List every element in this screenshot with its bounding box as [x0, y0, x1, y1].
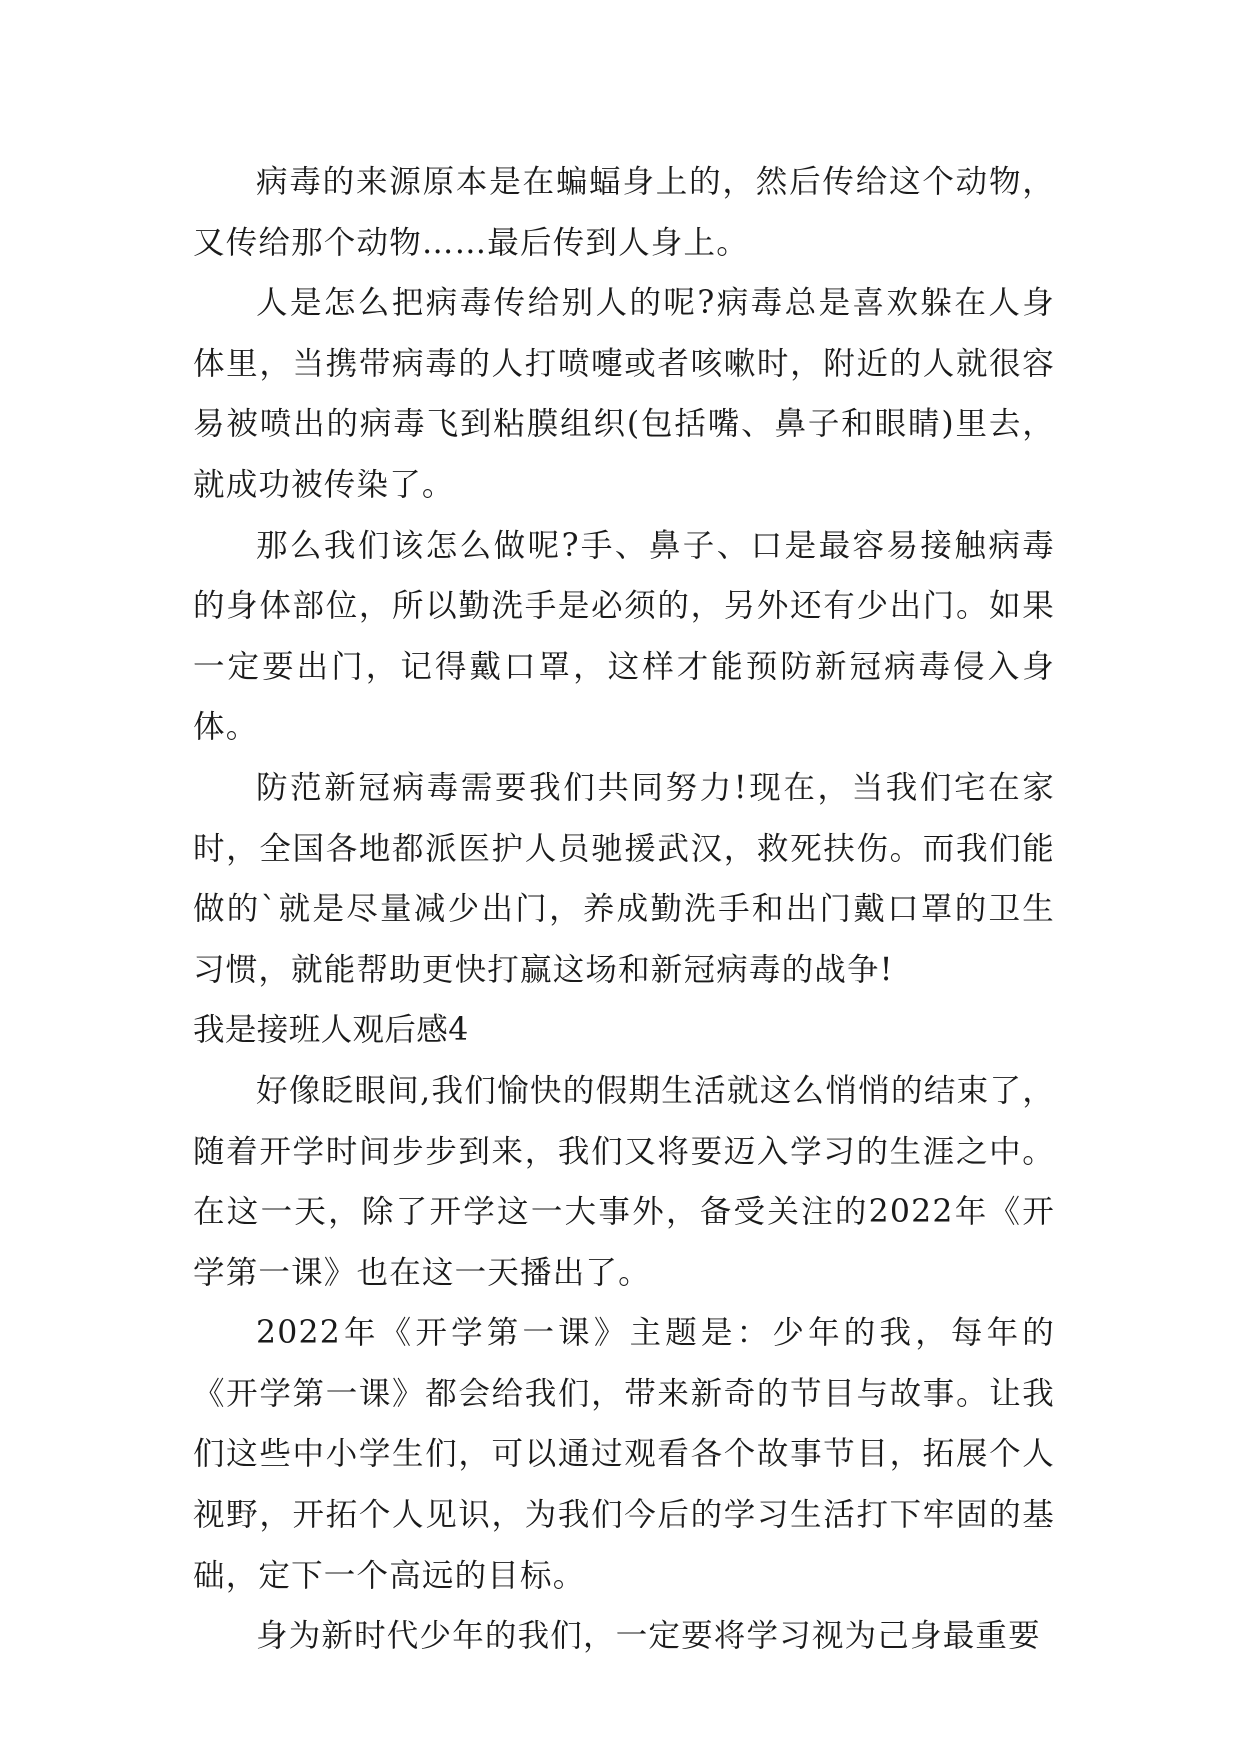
paragraph-virus-transmission: 人是怎么把病毒传给别人的呢?病毒总是喜欢躲在人身体里，当携带病毒的人打喷嚏或者咳嗽时，附近的人就很容易被喷出的病毒飞到粘膜组织(包括嘴、鼻子和眼睛)里去，就成功被传染了。 [193, 285, 1055, 503]
paragraph-first-lesson-theme: 2022年《开学第一课》主题是：少年的我，每年的《开学第一课》都会给我们，带来新奇的节目与故事。让我们这些中小学生们，可以通过观看各个故事节目，拓展个人视野，开拓个人见识，为我们今后的学习生活打下牢固的基础，定下一个高远的目标。 [193, 1315, 1055, 1594]
paragraph-prevention: 那么我们该怎么做呢?手、鼻子、口是最容易接触病毒的身体部位，所以勤洗手是必须的，另外还有少出门。如果一定要出门，记得戴口罩，这样才能预防新冠病毒侵入身体。 [193, 527, 1055, 746]
paragraph-joint-effort: 防范新冠病毒需要我们共同努力!现在，当我们宅在家时，全国各地都派医护人员驰援武汉，救死扶伤。而我们能做的`就是尽量减少出门，养成勤洗手和出门戴口罩的卫生习惯，就能帮助更快打赢这场和新冠病毒的战争! [193, 769, 1055, 988]
paragraph-school-start: 好像眨眼间,我们愉快的假期生活就这么悄悄的结束了，随着开学时间步步到来，我们又将要迈入学习的生涯之中。在这一天，除了开学这一大事外，备受关注的2022年《开学第一课》也在这一天播出了。 [193, 1072, 1055, 1291]
section-heading: 我是接班人观后感4 [193, 1012, 469, 1049]
document-page [193, 152, 1055, 1667]
paragraph-new-era-youth: 身为新时代少年的我们，一定要将学习视为己身最重要 [256, 1618, 1041, 1655]
paragraph-virus-origin: 病毒的来源原本是在蝙蝠身上的，然后传给这个动物，又传给那个动物……最后传到人身上。 [193, 164, 1055, 261]
